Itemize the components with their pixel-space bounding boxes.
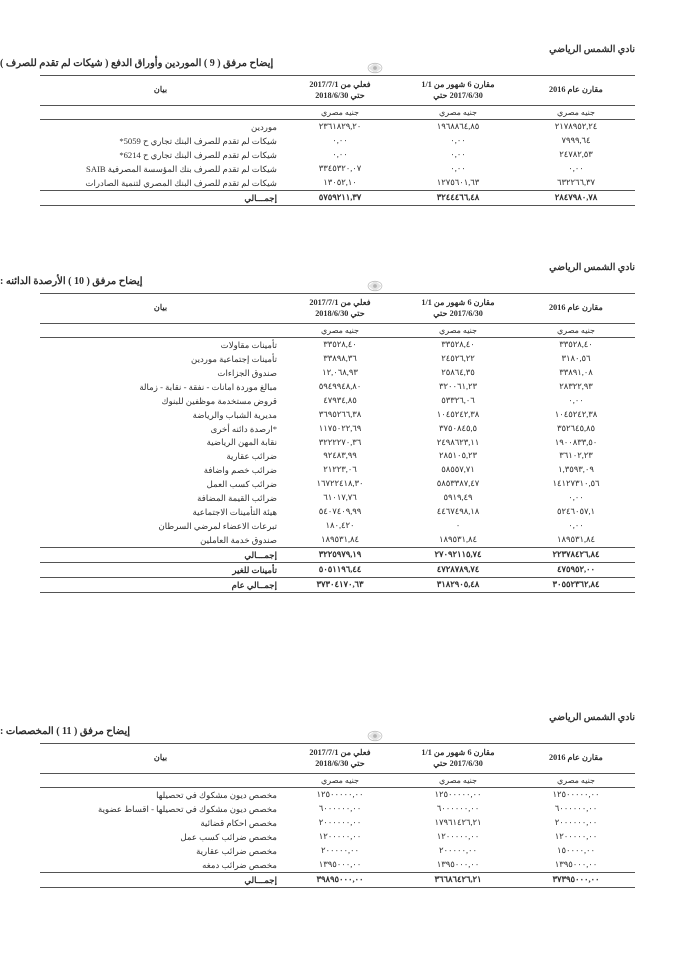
unit-c3: جنيه مصري — [517, 324, 635, 338]
table-row: ١٢٠٠٠٠٠,٠٠ ١٢٠٠٠٠٠,٠٠ ١٢٠٠٠٠٠,٠٠ مخصص ضرائب كسب عمل — [180, 831, 598, 842]
table-total-row: ٢٨٤٧٩٨٠,٧٨ ٣٢٤٤٤٦٦,٤٨ ٥٧٥٩٢١١,٣٧ إجمـــالي — [40, 190, 635, 205]
table-note-11 — [40, 743, 635, 888]
col-header-actual: فعلي من 2017/7/1 حتي 2018/6/30 — [281, 76, 399, 106]
table-row: ١٢٥٠٠٠٠٠,٠٠ ١٢٥٠٠٠٠٠,٠٠ ١٢٥٠٠٠٠٠,٠٠ مخصص ديون مشكوك في تحصيلها — [156, 789, 600, 800]
table-row: ١٥٠٠٠٠,٠٠ ٢٠٠٠٠٠,٠٠ ٢٠٠٠٠٠,٠٠ مخصص ضرائب عقارية — [196, 845, 596, 856]
col-header-compare-2016: مقارن عام 2016 — [517, 76, 635, 106]
col-header-bayan: بيان — [40, 76, 281, 106]
table-row: ٣٦١٠٢,٢٣ ٢٨٥١٠٥,٢٣ ٩٢٤٨٣,٩٩ ضرائب عقارية — [226, 451, 593, 462]
table-subtotal-row: ٢٢٣٧٨٤٢٦,٨٤ ٢٧٠٩٢١١٥,٧٤ ٣٢٢٥٩٧٩,١٩ إجمـــالي — [40, 548, 635, 563]
table-row: ٧٩٩٩,٦٤ ٠,٠٠ ٠,٠٠ شيكات لم تقدم للصرف البنك تجاري ح 5059* — [119, 135, 591, 146]
table-grandtotal-row: ٣٠٥٥٢٣٦٢,٨٤ ٣١٨٢٩٠٥,٤٨ ٣٧٣٠٤١٧٠,٦٣ إجمــالي عام — [40, 578, 635, 593]
unit-c1: جنيه مصري — [281, 324, 399, 338]
club-emblem-icon — [364, 278, 386, 294]
note-title-10: إيضاح مرفق ( 10 ) الأرصدة الدائنه : — [0, 276, 143, 287]
unit-c1: جنيه مصري — [281, 106, 399, 120]
table-row: ١,٣٥٩٣,٠٩ ٥٨٥٥٧,٧١ ٢١٢٢٣,٠٦ ضرائب خصم واضافة — [203, 465, 594, 476]
col-header-compare-6m: مقارن 6 شهور من 1/1 2017/6/30 حتي — [399, 76, 517, 106]
table-row: ٠,٠٠ ٠,٠٠ ٣٣٤٥٣٢٠,٠٧ شيكات لم تقدم للصرف بنك المؤسسة المصرفية SAIB — [86, 163, 584, 174]
table-subtotal-row: ٤٧٥٩٥٢,٠٠ ٤٧٢٨٧٨٩,٧٤ ٥٠٥١١٩٦,٤٤ تأمينات للغير — [40, 563, 635, 578]
table-row: ٦٣٢٢٦٦,٣٧ ١٢٧٥٦٠١,٦٣ ١٣٠٥٢,١٠ شيكات لم تقدم للصرف البنك المصري لتنمية الصادرات — [85, 177, 596, 188]
col-header-bayan: بيان — [40, 294, 281, 324]
table-row: ١٠٤٥٢٤٢,٣٨ ١٠٤٥٢٤٢,٣٨ ٣٦٩٥٢٦٦,٣٨ مديرية الشباب والرياضة — [192, 409, 598, 420]
table-header-row — [40, 744, 635, 774]
note-title-9: إيضاح مرفق ( 9 ) الموردين وأوراق الدفع ( شيكات لم تقدم للصرف ) — [0, 58, 274, 69]
table-row: ٣٣٥٢٨,٤٠ ٣٣٥٢٨,٤٠ ٣٣٥٢٨,٤٠ تأمينات مقاولات — [220, 339, 593, 350]
table-unit-row — [40, 774, 635, 788]
table-row: ٠,٠٠ ٥٣٣٢٦,٠٦ ٤٧٩٣٤,٨٥ قروض مستخدمة موظفين للبنوك — [161, 395, 584, 406]
table-unit-row — [40, 324, 635, 338]
unit-c3: جنيه مصري — [517, 774, 635, 788]
table-note-10 — [40, 293, 635, 593]
table-unit-row — [40, 106, 635, 120]
table-row: ٢٨٣٢٢,٩٣ ٣٢٠٠٦١,٢٣ ٥٩٤٩٩٤٨,٨٠ مبالغ موردة امانات - نفقة - نقابة - زمالة — [139, 381, 593, 392]
table-row: ٦٠٠٠٠٠٠,٠٠ ٦٠٠٠٠٠٠,٠٠ ٦٠٠٠٠٠٠,٠٠ مخصص ديون مشكوك في تحصيلها - اقساط عضوية — [98, 803, 598, 814]
note-title-11: إيضاح مرفق ( 11 ) المخصصات : — [0, 726, 131, 737]
unit-c2: جنيه مصري — [399, 324, 517, 338]
table-row: ٢٤٧٨٢,٥٣ ٠,٠٠ ٠,٠٠ شيكات لم تقدم للصرف البنك تجاري ح 6214* — [119, 149, 593, 160]
unit-c2: جنيه مصري — [399, 774, 517, 788]
col-header-compare-2016: مقارن عام 2016 — [517, 744, 635, 774]
table-header-row — [40, 294, 635, 324]
club-emblem-icon — [364, 728, 386, 744]
club-name-9: نادي الشمس الرياضي — [549, 45, 635, 55]
table-header-row — [40, 76, 635, 106]
club-name-11: نادي الشمس الرياضي — [549, 713, 635, 723]
table-total-row: ٣٧٣٩٥٠٠٠,٠٠ ٣٦٦٨٦٤٢٦,٢١ ٣٩٨٩٥٠٠٠,٠٠ إجمـــالي — [40, 872, 635, 887]
col-header-compare-6m: مقارن 6 شهور من 1/1 2017/6/30 حتي — [399, 294, 517, 324]
table-row: ١٤١٢٧٣١٠,٥٦ ٥٨٥٣٣٨٧,٤٧ ١٦٧٢٢٤١٨,٣٠ ضرائب كسب العمل — [206, 479, 600, 490]
unit-c1: جنيه مصري — [281, 774, 399, 788]
table-row: ١٨٩٥٣١,٨٤ ١٨٩٥٣١,٨٤ ١٨٩٥٣١,٨٤ صندوق خدمة العاملين — [200, 534, 596, 545]
table-row: ٣٥٢٦٤٥,٨٥ ٣٧٥٠٨٤٥,٥ ١١٧٥٠٢٢,٦٩ *ارصدة دائنه أخرى — [210, 423, 596, 434]
unit-c3: جنيه مصري — [517, 106, 635, 120]
note-section-9 — [0, 44, 675, 206]
club-emblem-icon — [364, 60, 386, 76]
club-name-10: نادي الشمس الرياضي — [549, 263, 635, 273]
col-header-compare-2016: مقارن عام 2016 — [517, 294, 635, 324]
table-row: ٠,٠٠ ٥٩١٩,٤٩ ٦١٠١٧,٧٦ ضرائب القيمة المضافة — [197, 493, 584, 504]
table-row: ١٣٩٥٠٠٠,٠٠ ١٣٩٥٠٠٠,٠٠ ١٣٩٥٠٠٠,٠٠ مخصص ضرائب دمغه — [202, 859, 598, 870]
table-row: ١٩٠٠٨٣٣,٥٠ ٢٤٩٨٦٢٣,١١ ٣٢٢٢٢٧٠,٣٦ نقابة المهن الرياضية — [206, 437, 598, 448]
table-row: ٣٣٨٩١,٠٨ ٢٥٨٦٤,٣٥ ١٢,٠٦٨,٩٣ صندوق الجزاءات — [217, 367, 593, 378]
table-row: ٥٢٤٦٠٥٧,١ ٤٤٦٧٤٩٨,١٨ ٥٤٠٧٤٠٩,٩٩ هيئة التأمينات الاجتماعية — [192, 507, 596, 518]
unit-c2: جنيه مصري — [399, 106, 517, 120]
note-section-11 — [0, 712, 675, 888]
col-header-compare-6m: مقارن 6 شهور من 1/1 2017/6/30 حتي — [399, 744, 517, 774]
table-row: ٢١٧٨٩٥٢,٢٤ ١٩٦٨٨٦٤,٨٥ ٢٣٦١٨٢٩,٢٠ موردين — [251, 121, 598, 132]
table-row: ٠,٠٠ ٠ ١٨٠,٤٢٠ تبرعات الاعضاء لمرضي السرطان — [158, 520, 584, 531]
table-row: ٣١٨٠,٥٦ ٢٤٥٢٦,٢٢ ٣٣٨٩٨,٣٦ تأمينات إجتماعية موردين — [191, 353, 591, 364]
col-header-bayan: بيان — [40, 744, 281, 774]
table-note-9 — [40, 75, 635, 206]
note-section-10 — [0, 262, 675, 593]
col-header-actual: فعلي من 2017/7/1 حتي 2018/6/30 — [281, 294, 399, 324]
table-row: ٢٠٠٠٠٠٠,٠٠ ١٧٩٦١٤٢٦,٢١ ٢٠٠٠٠٠٠,٠٠ مخصص احكام قضائية — [200, 817, 598, 828]
col-header-actual: فعلي من 2017/7/1 حتي 2018/6/30 — [281, 744, 399, 774]
